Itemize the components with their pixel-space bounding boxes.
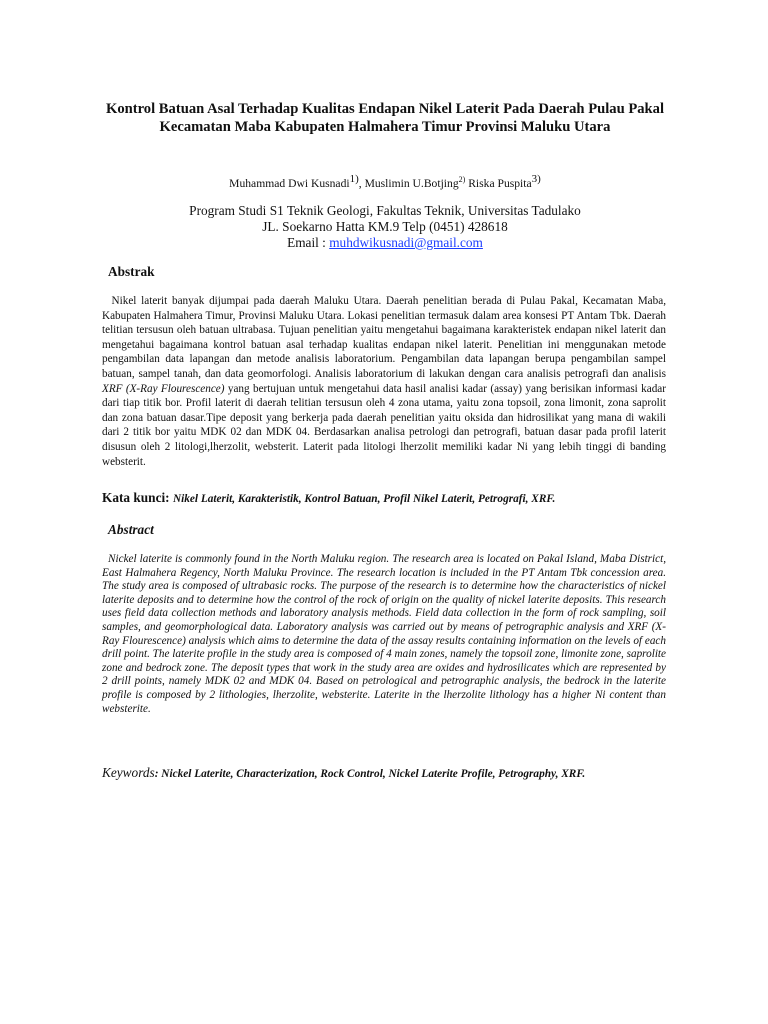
kata-kunci-line — [102, 490, 666, 507]
affiliation-block — [100, 203, 670, 251]
kata-kunci-text: Nikel Laterit, Karakteristik, Kontrol Batuan, Profil Nikel Laterit, Petrografi, XRF. — [172, 493, 556, 505]
abstract-body — [102, 553, 666, 716]
author-2-name: , Muslimin U.Botjing — [358, 177, 459, 190]
author-1-affiliation-mark: 1) — [349, 173, 359, 185]
abstrak-text-part-2: yang bertujuan untuk mengetahui data hasil analisi kadar (assay) yang berisikan informasi kadar dari tiap titik bor. Profil laterit di daerah telitian tersusun oleh 4 zona utama, yaitu zona topsoil, zona limonit, zona saprolit dan zona batuan dasar.Tipe deposit yang berkerja pada daerah penelitian yaitu oksida dan hidrosilikat yang mana di wakili dari 2 titik bor yaitu MDK 02 dan MDK 04. Berdasarkan analisa petrologi dan petrografi, batuan dasar pada profil laterit disusun oleh 2 litologi,lherzolit, websterit. Laterit pada litologi lherzolit memiliki kadar Ni yang lebih tinggi di banding websterit. — [102, 382, 666, 468]
author-3-name: Riska Puspita — [465, 177, 532, 190]
affiliation-email-line — [100, 235, 670, 251]
email-label: Email : — [287, 235, 330, 250]
affiliation-institution: Program Studi S1 Teknik Geologi, Fakultas Teknik, Universitas Tadulako — [189, 203, 581, 218]
author-1-name: Muhammad Dwi Kusnadi — [229, 177, 350, 190]
paper-title: Kontrol Batuan Asal Terhadap Kualitas Endapan Nikel Laterit Pada Daerah Pulau Pakal Kecamatan Maba Kabupaten Halmahera Timur Provinsi Maluku Utara — [105, 101, 665, 135]
author-3-affiliation-mark: 3) — [531, 173, 541, 185]
keywords-line — [102, 765, 648, 782]
author-2-affiliation-mark: 2) — [458, 175, 466, 185]
kata-kunci-label: Kata kunci: — [102, 490, 173, 505]
abstrak-text-part-1: Nikel laterit banyak dijumpai pada daerah Maluku Utara. Daerah penelitian berada di Pulau Pakal, Kecamatan Maba, Kabupaten Halmahera Timur, Provinsi Maluku Utara. Lokasi penelitian termasuk dalam area konsesi PT Antam Tbk. Daerah telitian tersusun oleh batuan ultrabasa. Tujuan penelitian yaitu mengetahui bagaimana karakteristek endapan nikel laterit dan mengetahui bagaimana kontrol batuan asal terhadap kualitas endapan nikel laterit. Penelitian ini menggunakan metode pengambilan data lapangan dan metode analisis laboratorium. Pengambilan data lapangan berupa pengambilan sampel batuan, sampel tanah, dan data geomorfologi. Analisis laboratorium di lakukan dengan cara analisis petrografi dan analisis — [102, 295, 667, 380]
keywords-text: : Nickel Laterite, Characterization, Rock Control, Nickel Laterite Profile, Petrography, XRF. — [154, 768, 586, 780]
abstract-text: Nickel laterite is commonly found in the North Maluku region. The research area is located on Pakal Island, Maba District, East Halmahera Regency, North Maluku Province. The research location is included in the PT Antam Tbk concession area. The study area is composed of ultrabasic rocks. The purpose of the research is to determine how the characteristics of nickel laterite deposits and to determine how the control of the rock of origin on the quality of nickel laterite deposits. This research uses field data collection methods and laboratory analysis methods. Field data collection in the form of rock sampling, soil samples, and geomorphological data. Laboratory analysis was carried out by means of petrographic analysis and XRF (X-Ray Flourescence) analysis which aims to determine the data of the assay results containing information on the levels of each drill point. The laterite profile in the study area is composed of 4 main zones, namely the topsoil zone, limonite zone, saprolite zone and bedrock zone. The deposit types that work in the study area are oxides and hydrosilicates which are represented by 2 drill points, namely MDK 02 and MDK 04. Based on petrological and petrographic analysis, the bedrock in the laterite profile is composed by 2 lithologies, lherzolite, websterite. Laterite in the lherzolite lithology has a higher Ni content than websterite. — [102, 553, 667, 715]
email-link[interactable]: muhdwikusnadi@gmail.com — [329, 235, 483, 250]
abstrak-heading: Abstrak — [108, 264, 155, 279]
author-list — [100, 172, 670, 191]
keywords-label: Keywords — [102, 765, 155, 780]
abstrak-text-italic: XRF (X-Ray Flourescence) — [102, 382, 225, 395]
abstract-heading: Abstract — [108, 522, 154, 537]
affiliation-address: JL. Soekarno Hatta KM.9 Telp (0451) 428618 — [262, 219, 508, 234]
abstrak-body — [102, 294, 666, 469]
